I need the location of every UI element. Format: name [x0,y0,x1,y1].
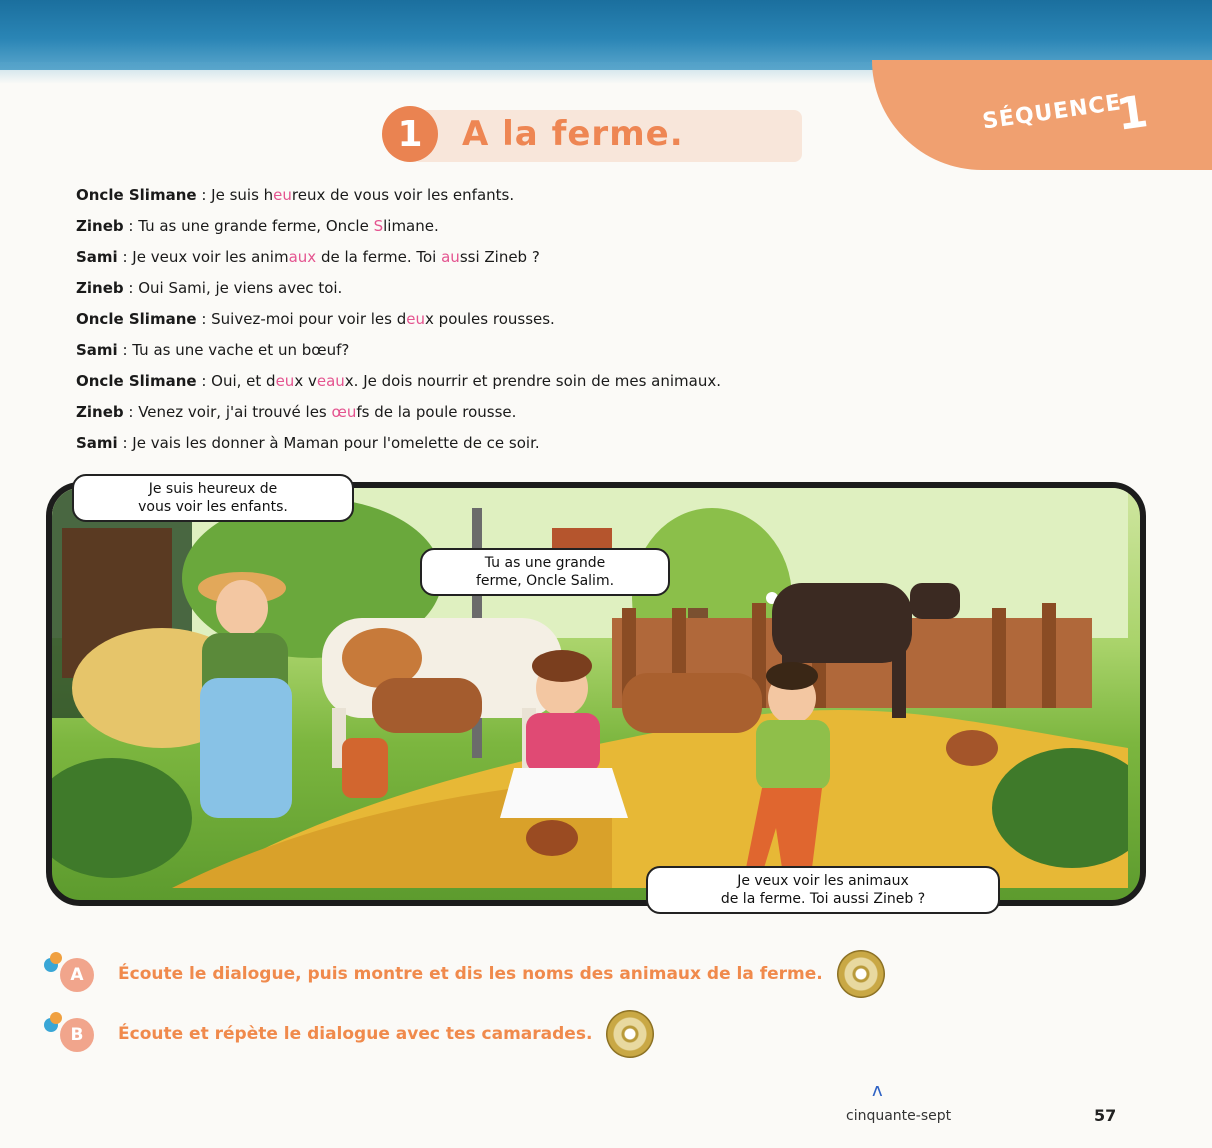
dialogue-text-segment: reux de vous voir les enfants. [291,186,515,204]
bubble-text: Tu as une grande [484,555,606,571]
page-number-words: cinquante-sept [846,1108,952,1124]
speaker-name: Oncle Slimane [76,372,197,390]
speaker-name: Zineb [76,217,124,235]
dialogue-text-segment: Tu as une vache et un bœuf? [132,341,350,359]
dialogue-text-segment: fs de la poule rousse. [356,403,517,421]
bubble-text: vous voir les enfants. [138,499,288,515]
speech-bubble-boy [646,866,1000,914]
dialogue-text-segment: Je veux voir les anim [132,248,289,266]
dialogue-line [76,273,1136,304]
speaker-separator: : [196,372,212,390]
bubble-text: Je veux voir les animaux [737,873,909,889]
dialogue-text-segment: x poules rousses. [425,310,555,328]
dialogue-line [76,242,1136,273]
dialogue-text-segment: de la ferme. Toi [316,248,442,266]
highlighted-sound: S [373,217,384,235]
dialogue-line [76,211,1136,242]
activity-a-text: Écoute le dialogue, puis montre et dis les noms des animaux de la ferme. [118,964,823,984]
dialogue-text-segment: limane. [383,217,439,235]
lesson-number-badge: 1 [382,106,438,162]
dialogue-text-segment: Venez voir, j'ai trouvé les [138,403,332,421]
activity-b-badge [44,1012,106,1056]
dialogue-text-segment: Tu as une grande ferme, Oncle [138,217,374,235]
highlighted-sound: eu [275,372,295,390]
dialogue-text-segment: Je suis h [211,186,274,204]
activity-b-letter: B [60,1018,94,1052]
dialogue-text-segment: x. Je dois nourrir et prendre soin de mes animaux. [344,372,721,390]
activity-a [44,950,885,998]
dialogue-line [76,304,1136,335]
activity-a-badge [44,952,106,996]
speaker-separator: : [196,186,212,204]
speaker-name: Sami [76,341,118,359]
speaker-name: Sami [76,434,118,452]
farm-illustration [46,482,1146,906]
dialogue-line [76,366,1136,397]
dialogue-line [76,180,1136,211]
highlighted-sound: aux [288,248,317,266]
speaker-separator: : [123,279,139,297]
speaker-separator: : [117,248,133,266]
activity-b [44,1010,654,1058]
lesson-title: A la ferme. [462,114,684,154]
dialogue-text [76,180,1136,459]
highlighted-sound: eu [406,310,426,328]
dialogue-text-segment: Je vais les donner à Maman pour l'omelette de ce soir. [132,434,540,452]
dialogue-text-segment: x v [294,372,317,390]
highlighted-sound: eau [316,372,345,390]
bubble-text: ferme, Oncle Salim. [475,573,615,589]
speaker-name: Zineb [76,403,124,421]
dialogue-text-segment: Oui, et d [211,372,276,390]
speaker-separator: : [123,217,139,235]
speaker-name: Oncle Slimane [76,186,197,204]
dialogue-line [76,428,1136,459]
speaker-separator: : [117,341,133,359]
highlighted-sound: œu [331,403,357,421]
speaker-separator: : [196,310,212,328]
speaker-separator: : [123,403,139,421]
dialogue-text-segment: Oui Sami, je viens avec toi. [138,279,343,297]
pen-mark-icon: ᴧ [872,1080,883,1101]
activity-b-text: Écoute et répète le dialogue avec tes camarades. [118,1024,593,1044]
highlighted-sound: au [441,248,460,266]
speaker-name: Sami [76,248,118,266]
audio-cd-icon[interactable] [837,950,885,998]
bubble-text: de la ferme. Toi aussi Zineb ? [720,891,926,907]
dialogue-text-segment: ssi Zineb ? [459,248,540,266]
bubble-text: Je suis heureux de [148,481,278,497]
page-title [382,104,802,164]
speech-bubble-girl [420,548,670,596]
sequence-number: 1 [1113,86,1152,141]
highlighted-sound: eu [273,186,292,204]
dialogue-line [76,335,1136,366]
speaker-name: Zineb [76,279,124,297]
speaker-name: Oncle Slimane [76,310,197,328]
sequence-label: SÉQUENCE [980,90,1124,135]
page-number: 57 [1094,1106,1117,1125]
audio-cd-icon[interactable] [606,1010,654,1058]
activity-a-letter: A [60,958,94,992]
dialogue-text-segment: Suivez-moi pour voir les d [211,310,407,328]
speech-bubble-uncle [72,474,354,522]
speaker-separator: : [117,434,133,452]
dialogue-line [76,397,1136,428]
